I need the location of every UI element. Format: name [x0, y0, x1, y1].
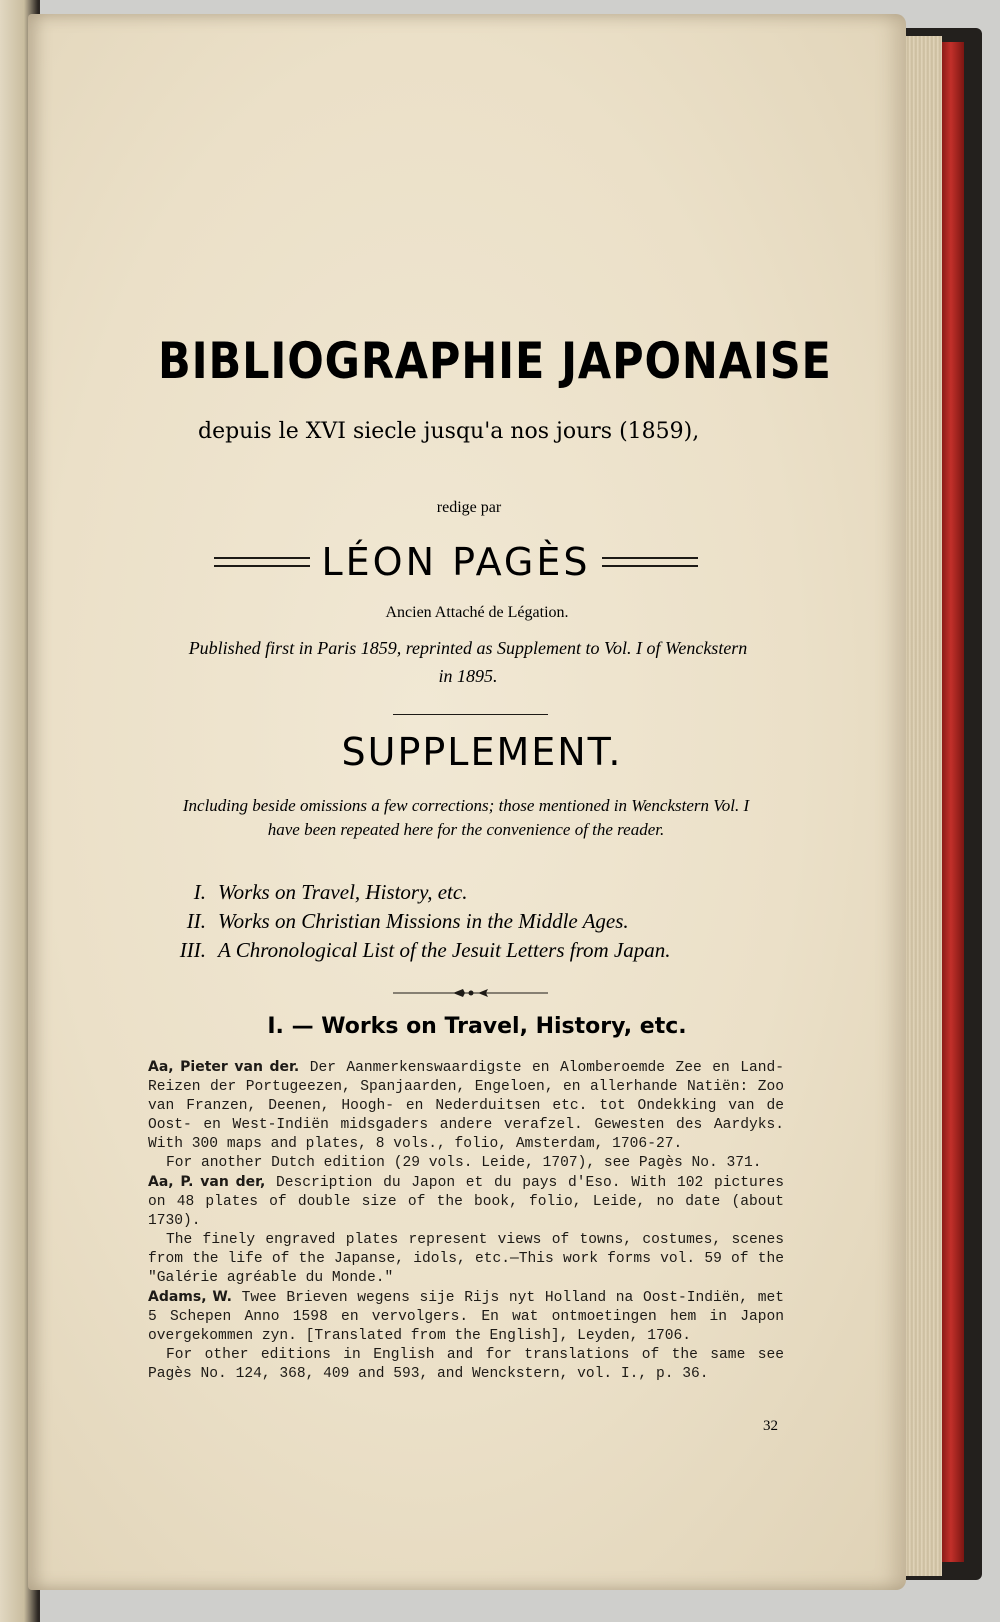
entry-text: For other editions in English and for translations of the same see Pagès No. 124, 368, 409 and 593, and Wenckstern, vol. I., p. 36. — [148, 1347, 784, 1382]
book-page — [28, 14, 906, 1590]
entry-note — [148, 1154, 784, 1173]
toc-text: A Chronological List of the Jesuit Letters from Japan. — [218, 938, 671, 962]
redige-label: redige par — [436, 499, 502, 516]
table-of-contents — [138, 880, 778, 967]
entry-text: Der Aanmerkenswaardigste en Alomberoemde Zee en Land-Reizen der Portugeezen, Spanjaarden, Engeloen, en allerhande Natiën: Zoo van Franzen, Deenen, Hoogh- en Nederduitsen etc. tot Ondekking van de Oost- en West-Indiën midsgaders andere verafzel. Gewesten des Aardyks. With 300 maps and plates, 8 vols., folio, Amsterdam, 1706-27. — [148, 1060, 784, 1152]
toc-number: I. — [193, 880, 206, 904]
section-heading: I. — Works on Travel, History, etc. — [267, 1014, 687, 1039]
double-rule-right — [602, 557, 698, 567]
toc-item — [138, 880, 778, 909]
toc-text: Works on Travel, History, etc. — [218, 880, 468, 904]
entry-text: Twee Brieven wegens sije Rijs nyt Holland na Oost-Indiën, met 5 Schepen Anno 1598 en vervolgers. En wat ontmoetingen hem in Japon overgekommen zyn. [Translated from the English], Leyden, 1706. — [148, 1290, 784, 1344]
publication-note: Published first in Paris 1859, reprinted as Supplement to Vol. I of Wenckstern in 1895. — [188, 638, 748, 686]
page-title: BIBLIOGRAPHIE JAPONAISE — [158, 332, 832, 390]
entry — [148, 1058, 784, 1154]
entry — [148, 1288, 784, 1346]
author-position: Ancien Attaché de Légation. — [385, 604, 569, 621]
ornament-divider — [393, 986, 548, 1000]
entry-author: Aa, Pieter van der. — [148, 1059, 300, 1075]
page-number: 32 — [763, 1418, 778, 1434]
entry-author: Adams, W. — [148, 1289, 232, 1305]
red-page-edge — [942, 42, 964, 1562]
toc-item — [138, 938, 778, 967]
toc-item — [138, 909, 778, 938]
entry-text: For another Dutch edition (29 vols. Leide, 1707), see Pagès No. 371. — [166, 1155, 762, 1171]
entry-author: Aa, P. van der, — [148, 1174, 266, 1190]
toc-text: Works on Christian Missions in the Middle Ages. — [218, 909, 629, 933]
bibliography-entries — [148, 1058, 784, 1384]
author-name: LÉON PAGÈS — [321, 540, 591, 584]
double-rule-left — [214, 557, 310, 567]
toc-number: II. — [186, 909, 206, 933]
entry — [148, 1173, 784, 1231]
author-row — [176, 534, 736, 590]
supplement-heading: SUPPLEMENT. — [341, 730, 623, 774]
page-subtitle: depuis le XVI siecle jusqu'a nos jours (1859), — [198, 419, 700, 444]
toc-number: III. — [179, 938, 206, 962]
entry-note — [148, 1231, 784, 1288]
divider-rule — [393, 714, 548, 715]
entry-note — [148, 1346, 784, 1384]
entry-text: Description du Japon et du pays d'Eso. With 102 pictures on 48 plates of double size of the book, folio, Leide, no date (about 1730). — [148, 1175, 785, 1229]
entry-text: The finely engraved plates represent views of towns, costumes, scenes from the life of the Japanse, idols, etc.—This work forms vol. 59 of the "Galérie agréable du Monde." — [148, 1232, 784, 1286]
supplement-note: Including beside omissions a few corrections; those mentioned in Wenckstern Vol. I have been repeated here for the convenience of the reader. — [182, 796, 750, 839]
